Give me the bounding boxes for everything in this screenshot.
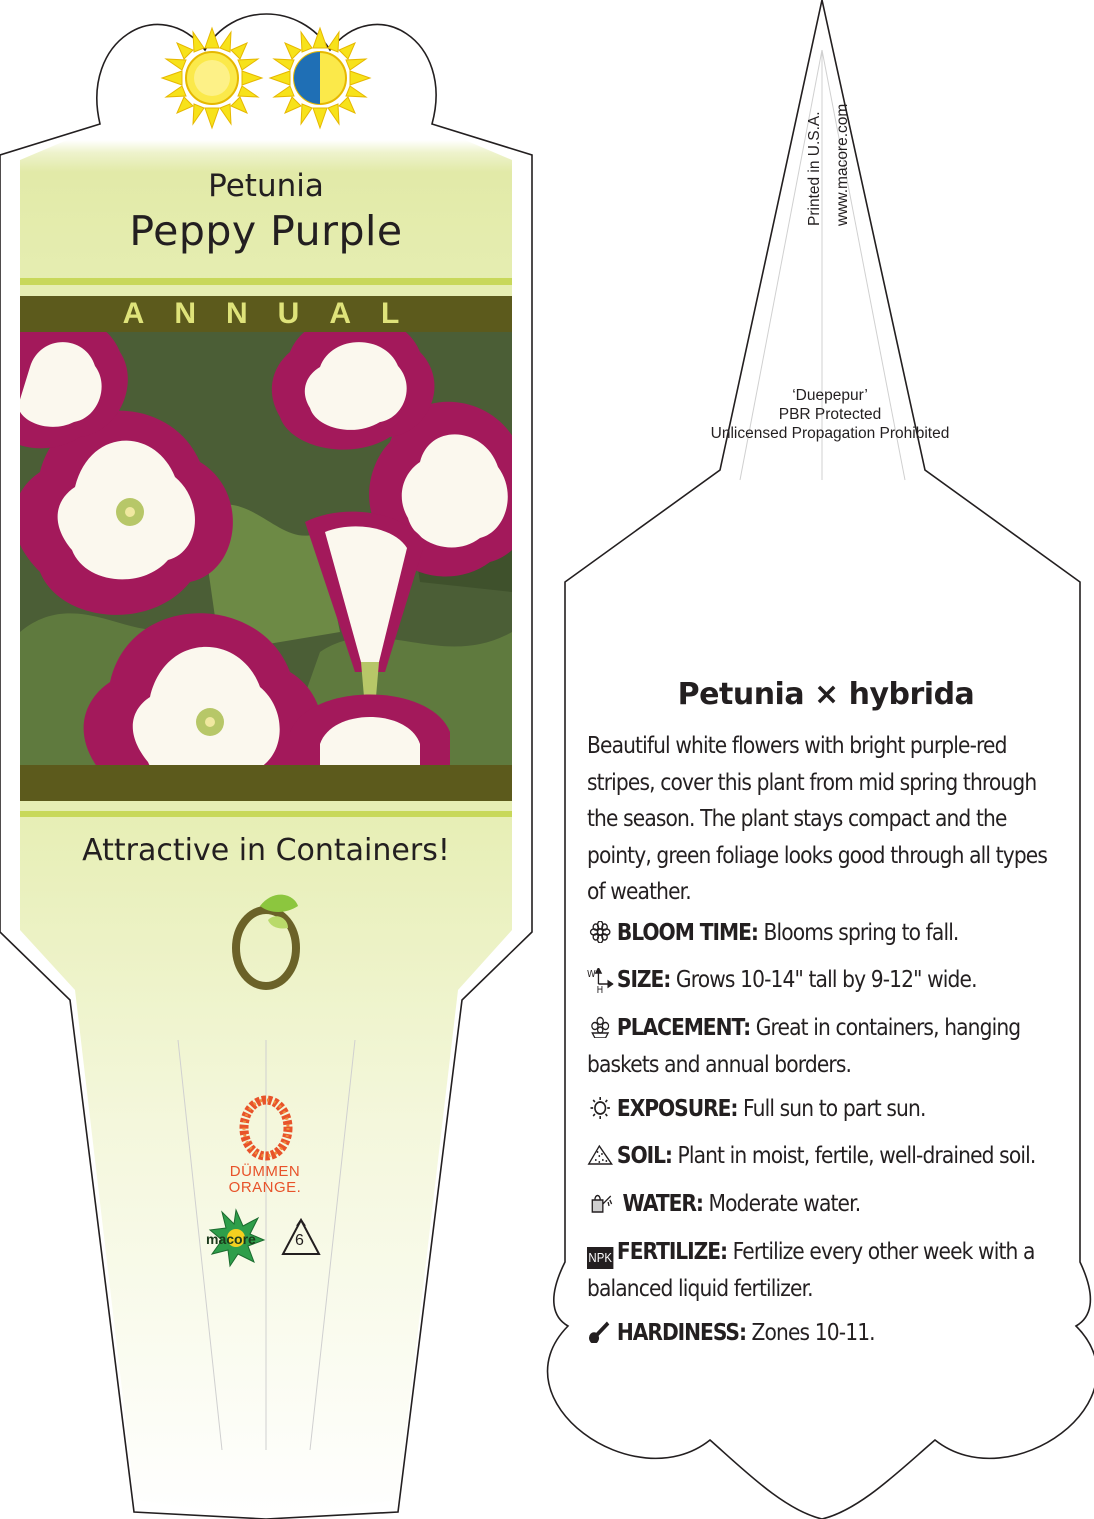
macore-wordmark: macore [206,1231,256,1247]
attr-label: SOIL: [616,1143,672,1169]
accent-line-top [20,278,512,285]
plant-description: Beautiful white flowers with bright purple-red stripes, cover this plant from mid spring through the season. The plant stays compact and the pointy, green foliage looks good through all types of weather. [587,733,1048,905]
attr-value: Grows 10-14" tall by 9-12" wide. [675,967,977,993]
attr-value: Blooms spring to fall. [763,920,959,946]
attr-label: EXPOSURE: [616,1096,738,1122]
size-icon: W H [587,968,613,990]
placement-icon [587,1016,613,1038]
recycle-code: 6 [295,1232,304,1249]
attr-label: BLOOM TIME: [616,920,758,946]
tagline: Attractive in Containers! [82,833,450,868]
sun-outline-icon [587,1097,613,1119]
brand-line-1: DÜMMEN [229,1163,301,1180]
dummen-orange-wordmark [205,1164,325,1196]
soil-icon [587,1144,613,1166]
attr-size [587,962,1067,999]
watering-can-icon [587,1192,613,1214]
vertical-print-info [806,62,866,232]
printed-in: Printed in U.S.A. [806,111,823,226]
attr-placement [587,1010,1067,1083]
attr-label: FERTILIZE: [616,1239,728,1265]
propagation-prohibited: Unlicensed Propagation Prohibited [710,425,950,442]
attr-water [587,1186,1067,1223]
attr-bloom-time [587,915,1067,952]
website: www.macore.com [834,103,851,226]
flower-photo [20,332,512,765]
full-sun-icon [162,28,262,128]
attr-value: Full sun to part sun. [742,1096,926,1122]
accent-line-bottom [20,811,512,817]
attr-value: Great in containers, hanging baskets and annual borders. [587,1015,1021,1078]
scientific-name: Petunia × hybrida [677,677,975,712]
thermometer-icon [587,1321,613,1343]
attr-label: PLACEMENT: [616,1015,751,1041]
attr-value: Moderate water. [708,1191,861,1217]
variety-code: ‘Duepepur’ [792,387,868,404]
attr-value: Plant in moist, fertile, well-drained soil. [677,1143,1036,1169]
attr-value: Zones 10-11. [751,1320,875,1346]
attr-exposure [587,1091,1067,1128]
attr-value: Fertilize every other week with a balanced liquid fertilizer. [587,1239,1035,1302]
part-sun-icon [270,28,370,128]
attr-hardiness [587,1315,1067,1352]
attr-soil [587,1138,1067,1175]
attr-label: WATER: [622,1191,703,1217]
photo-bottom-band [20,765,512,801]
pbr-protected: PBR Protected [778,406,882,423]
flower-icon [587,921,613,943]
genus-name: Petunia [208,168,324,204]
attr-label: HARDINESS: [616,1320,746,1346]
brand-line-2: ORANGE. [228,1179,302,1196]
attr-fertilize [587,1234,1067,1307]
pbr-notice [640,386,1020,443]
plant-category: ANNUAL [122,297,430,330]
attr-label: SIZE: [616,967,671,993]
cultivar-name: Peppy Purple [129,207,403,255]
npk-icon: NPK [587,1247,613,1269]
